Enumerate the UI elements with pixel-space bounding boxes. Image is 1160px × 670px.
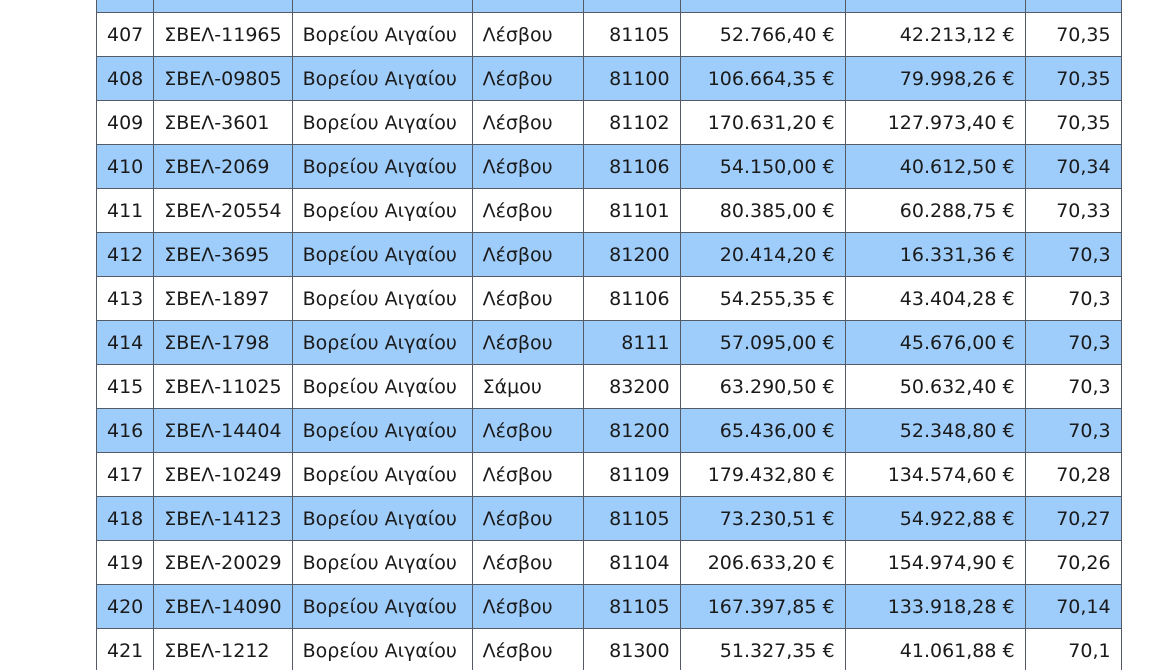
funded-amount-cell: 60.288,75 €	[845, 189, 1025, 233]
application-code-cell: ΣΒΕΛ-20554	[154, 189, 292, 233]
application-code-cell: ΣΒΕΛ-1798	[154, 321, 292, 365]
score-cell: 70,3	[1025, 365, 1121, 409]
table-row	[97, 57, 1122, 101]
application-code-cell: ΣΒΕΛ-20029	[154, 541, 292, 585]
score-cell: 70,35	[1025, 101, 1121, 145]
regional-unit-cell	[472, 0, 583, 13]
regional-unit-cell: Λέσβου	[472, 57, 583, 101]
funded-amount-cell: 40.612,50 €	[845, 145, 1025, 189]
funded-amount-cell: 79.998,26 €	[845, 57, 1025, 101]
application-code-cell: ΣΒΕΛ-11025	[154, 365, 292, 409]
budget-amount-cell: 51.327,35 €	[680, 629, 845, 670]
postal-code-cell: 81300	[583, 629, 680, 670]
score-cell: 70,28	[1025, 453, 1121, 497]
region-cell: Βορείου Αιγαίου	[292, 585, 472, 629]
score-cell: 70,3	[1025, 233, 1121, 277]
postal-code-cell: 83200	[583, 365, 680, 409]
application-code-cell: ΣΒΕΛ-09805	[154, 57, 292, 101]
region-cell	[292, 0, 472, 13]
row-number-cell: 414	[97, 321, 154, 365]
regional-unit-cell: Λέσβου	[472, 189, 583, 233]
budget-amount-cell: 20.414,20 €	[680, 233, 845, 277]
region-cell: Βορείου Αιγαίου	[292, 57, 472, 101]
region-cell: Βορείου Αιγαίου	[292, 409, 472, 453]
row-number-cell: 420	[97, 585, 154, 629]
regional-unit-cell: Λέσβου	[472, 13, 583, 57]
budget-amount-cell: 206.633,20 €	[680, 541, 845, 585]
postal-code-cell: 81101	[583, 189, 680, 233]
table-row	[97, 409, 1122, 453]
application-code-cell: ΣΒΕΛ-11965	[154, 13, 292, 57]
table-row	[97, 101, 1122, 145]
postal-code-cell: 8111	[583, 321, 680, 365]
regional-unit-cell: Λέσβου	[472, 453, 583, 497]
application-code-cell: ΣΒΕΛ-14090	[154, 585, 292, 629]
score-cell: 70,33	[1025, 189, 1121, 233]
score-cell: 70,34	[1025, 145, 1121, 189]
application-code-cell: ΣΒΕΛ-3601	[154, 101, 292, 145]
table-row	[97, 233, 1122, 277]
postal-code-cell: 81100	[583, 57, 680, 101]
application-code-cell: ΣΒΕΛ-3695	[154, 233, 292, 277]
regional-unit-cell: Σάμου	[472, 365, 583, 409]
budget-amount-cell: 167.397,85 €	[680, 585, 845, 629]
row-number-cell: 415	[97, 365, 154, 409]
table-row	[97, 321, 1122, 365]
funded-amount-cell: 43.404,28 €	[845, 277, 1025, 321]
regional-unit-cell: Λέσβου	[472, 277, 583, 321]
table-row	[97, 453, 1122, 497]
postal-code-cell: 81106	[583, 277, 680, 321]
postal-code-cell: 81105	[583, 497, 680, 541]
table-body	[97, 0, 1122, 670]
application-code-cell: ΣΒΕΛ-10249	[154, 453, 292, 497]
budget-amount-cell: 54.255,35 €	[680, 277, 845, 321]
regional-unit-cell: Λέσβου	[472, 145, 583, 189]
table-row	[97, 585, 1122, 629]
row-number-cell: 407	[97, 13, 154, 57]
row-number-cell	[97, 0, 154, 13]
table-row	[97, 145, 1122, 189]
postal-code-cell: 81200	[583, 233, 680, 277]
score-cell: 70,35	[1025, 57, 1121, 101]
table-row	[97, 541, 1122, 585]
postal-code-cell	[583, 0, 680, 13]
region-cell: Βορείου Αιγαίου	[292, 233, 472, 277]
region-cell: Βορείου Αιγαίου	[292, 145, 472, 189]
regional-unit-cell: Λέσβου	[472, 541, 583, 585]
region-cell: Βορείου Αιγαίου	[292, 365, 472, 409]
region-cell: Βορείου Αιγαίου	[292, 629, 472, 670]
funded-amount-cell: 50.632,40 €	[845, 365, 1025, 409]
application-code-cell: ΣΒΕΛ-2069	[154, 145, 292, 189]
postal-code-cell: 81106	[583, 145, 680, 189]
budget-amount-cell: 80.385,00 €	[680, 189, 845, 233]
postal-code-cell: 81105	[583, 13, 680, 57]
funded-amount-cell: 41.061,88 €	[845, 629, 1025, 670]
row-number-cell: 416	[97, 409, 154, 453]
row-number-cell: 412	[97, 233, 154, 277]
budget-amount-cell: 170.631,20 €	[680, 101, 845, 145]
row-number-cell: 417	[97, 453, 154, 497]
table-row	[97, 13, 1122, 57]
application-code-cell: ΣΒΕΛ-14123	[154, 497, 292, 541]
table-row	[97, 0, 1122, 13]
application-code-cell: ΣΒΕΛ-1212	[154, 629, 292, 670]
funded-amount-cell: 42.213,12 €	[845, 13, 1025, 57]
budget-amount-cell: 57.095,00 €	[680, 321, 845, 365]
table-row	[97, 629, 1122, 670]
funded-amount-cell: 45.676,00 €	[845, 321, 1025, 365]
funded-amount-cell: 134.574,60 €	[845, 453, 1025, 497]
region-cell: Βορείου Αιγαίου	[292, 189, 472, 233]
budget-amount-cell: 54.150,00 €	[680, 145, 845, 189]
funded-amount-cell: 16.331,36 €	[845, 233, 1025, 277]
application-code-cell	[154, 0, 292, 13]
region-cell: Βορείου Αιγαίου	[292, 321, 472, 365]
score-cell: 70,3	[1025, 277, 1121, 321]
budget-amount-cell: 65.436,00 €	[680, 409, 845, 453]
postal-code-cell: 81200	[583, 409, 680, 453]
row-number-cell: 410	[97, 145, 154, 189]
table-row	[97, 497, 1122, 541]
row-number-cell: 419	[97, 541, 154, 585]
postal-code-cell: 81109	[583, 453, 680, 497]
row-number-cell: 421	[97, 629, 154, 670]
application-code-cell: ΣΒΕΛ-14404	[154, 409, 292, 453]
score-cell: 70,27	[1025, 497, 1121, 541]
region-cell: Βορείου Αιγαίου	[292, 277, 472, 321]
region-cell: Βορείου Αιγαίου	[292, 541, 472, 585]
funded-amount-cell: 52.348,80 €	[845, 409, 1025, 453]
score-cell: 70,26	[1025, 541, 1121, 585]
funded-amount-cell: 154.974,90 €	[845, 541, 1025, 585]
region-cell: Βορείου Αιγαίου	[292, 13, 472, 57]
row-number-cell: 413	[97, 277, 154, 321]
score-cell: 70,3	[1025, 321, 1121, 365]
regional-unit-cell: Λέσβου	[472, 629, 583, 670]
table-row	[97, 365, 1122, 409]
application-code-cell: ΣΒΕΛ-1897	[154, 277, 292, 321]
budget-amount-cell: 52.766,40 €	[680, 13, 845, 57]
budget-amount-cell: 179.432,80 €	[680, 453, 845, 497]
budget-amount-cell: 106.664,35 €	[680, 57, 845, 101]
postal-code-cell: 81104	[583, 541, 680, 585]
score-cell: 70,35	[1025, 13, 1121, 57]
row-number-cell: 408	[97, 57, 154, 101]
score-cell	[1025, 0, 1121, 13]
funded-amount-cell	[845, 0, 1025, 13]
regional-unit-cell: Λέσβου	[472, 585, 583, 629]
postal-code-cell: 81105	[583, 585, 680, 629]
row-number-cell: 418	[97, 497, 154, 541]
score-cell: 70,1	[1025, 629, 1121, 670]
budget-amount-cell: 73.230,51 €	[680, 497, 845, 541]
score-cell: 70,14	[1025, 585, 1121, 629]
postal-code-cell: 81102	[583, 101, 680, 145]
region-cell: Βορείου Αιγαίου	[292, 497, 472, 541]
regional-unit-cell: Λέσβου	[472, 321, 583, 365]
table-row	[97, 189, 1122, 233]
beneficiaries-table	[96, 0, 1122, 670]
score-cell: 70,3	[1025, 409, 1121, 453]
row-number-cell: 409	[97, 101, 154, 145]
table-row	[97, 277, 1122, 321]
funded-amount-cell: 54.922,88 €	[845, 497, 1025, 541]
budget-amount-cell	[680, 0, 845, 13]
funded-amount-cell: 127.973,40 €	[845, 101, 1025, 145]
budget-amount-cell: 63.290,50 €	[680, 365, 845, 409]
region-cell: Βορείου Αιγαίου	[292, 453, 472, 497]
row-number-cell: 411	[97, 189, 154, 233]
region-cell: Βορείου Αιγαίου	[292, 101, 472, 145]
regional-unit-cell: Λέσβου	[472, 409, 583, 453]
funded-amount-cell: 133.918,28 €	[845, 585, 1025, 629]
regional-unit-cell: Λέσβου	[472, 233, 583, 277]
regional-unit-cell: Λέσβου	[472, 497, 583, 541]
regional-unit-cell: Λέσβου	[472, 101, 583, 145]
